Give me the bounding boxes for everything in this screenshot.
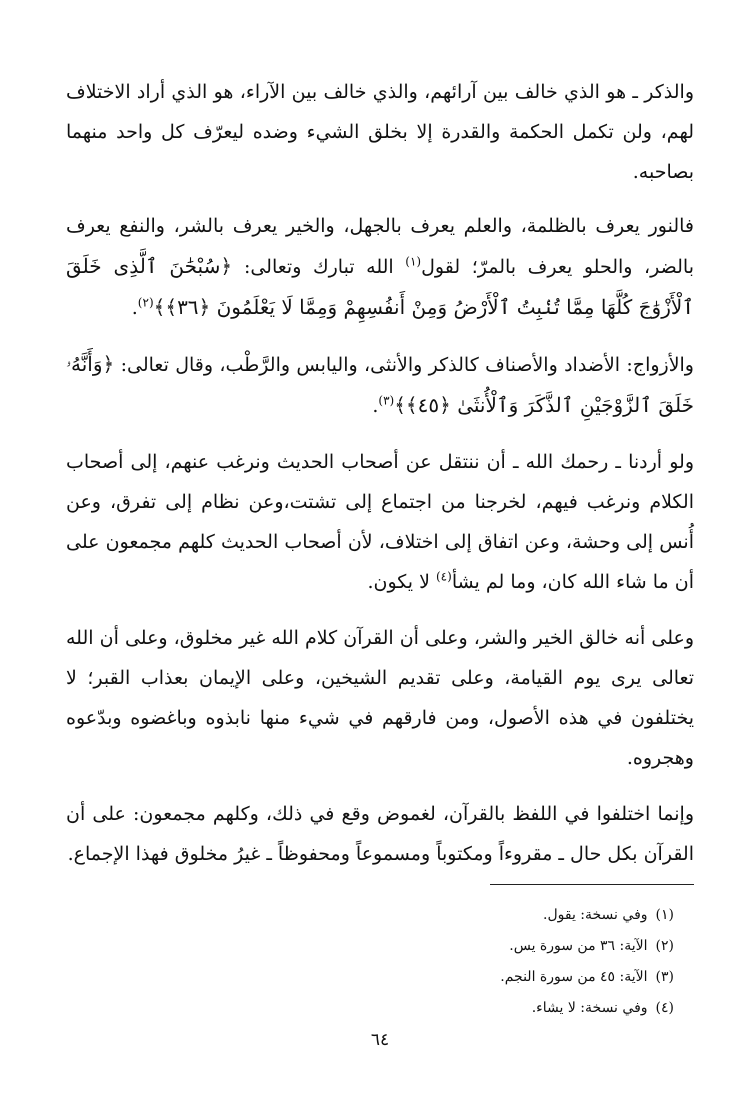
- paragraph-6: [66, 794, 694, 874]
- footnote-number: (٤): [655, 1000, 674, 1016]
- paragraph-1-text: والذكر ـ هو الذي خالف بين آرائهم، والذي خالف بين الآراء، هو الذي أراد الاختلاف لهم، ولن تكمل الحكمة والقدرة إلا بخلق الشيء وضده ليعرّف كل واحد منهما بصاحبه.: [66, 81, 694, 183]
- footnote-text: وفي نسخة: يقول.: [543, 907, 648, 923]
- paragraph-3-text-b: .: [372, 395, 379, 417]
- paragraph-2-text-b: الله تبارك وتعالى:: [243, 256, 406, 278]
- page-number: ٦٤: [370, 1030, 390, 1050]
- paragraph-6-text: وإنما اختلفوا في اللفظ بالقرآن، لغموض وقع في ذلك، وكلهم مجمعون: على أن القرآن بكل حال ـ مقروءاً ومكتوباً ومسموعاً ومحفوظاً ـ غيرُ مخلوق فهذا الإجماع.: [66, 803, 694, 865]
- paragraph-3: [66, 344, 694, 426]
- footnote-text: الآية: ٣٦ من سورة يس.: [509, 938, 648, 954]
- footnote-text: الآية: ٤٥ من سورة النجم.: [500, 969, 648, 985]
- paragraph-3-text-a: والأزواج: الأضداد والأصناف كالذكر والأنثى، واليابس والرَّطْب، وقال تعالى:: [114, 354, 694, 376]
- quran-verse-yasin-36: ﴿سُبْحَٰنَ ٱلَّذِى خَلَقَ ٱلْأَزْوَٰجَ كُلَّهَا مِمَّا تُنۢبِتُ ٱلْأَرْضُ وَمِنْ أَنفُسِهِمْ وَمِمَّا لَا يَعْلَمُونَ ﴿٣٦﴾﴾: [66, 254, 694, 319]
- footnote-marker-3[interactable]: (٣): [378, 393, 395, 408]
- footnote-item-4: [114, 993, 674, 1024]
- footnote-number: (٣): [655, 969, 674, 985]
- footnote-number: (٢): [655, 938, 674, 954]
- paragraph-2: [66, 206, 694, 328]
- quran-verse-najm-45: ﴿وَأَنَّهُۥ خَلَقَ ٱلزَّوْجَيْنِ ٱلذَّكَرَ وَٱلْأُنثَىٰ ﴿٤٥﴾﴾: [66, 352, 694, 417]
- paragraph-1: [66, 72, 694, 192]
- paragraph-4-text-a: ولو أردنا ـ رحمك الله ـ أن ننتقل عن أصحاب الحديث ونرغب عنهم، إلى أصحاب الكلام ونرغب فيهم، لخرجنا من اجتماع إلى تشتت،وعن نظام إلى تفرق، وعن أُنس إلى وحشة، وعن اتفاق إلى اختلاف، لأن أصحاب الحديث كلهم مجمعون على أن ما شاء الله كان، وما لم يشأ: [66, 451, 694, 593]
- paragraph-4-text-b: لا يكون.: [367, 571, 436, 593]
- paragraph-5-text: وعلى أنه خالق الخير والشر، وعلى أن القرآن كلام الله غير مخلوق، وعلى أن الله تعالى يرى يوم القيامة، وعلى تقديم الشيخين، وعلى الإيمان بعذاب القبر؛ لا يختلفون في هذه الأصول، ومن فارقهم في شيء منها نابذوه وباغضوه وبدّعوه وهجروه.: [66, 627, 694, 769]
- footnote-item-2: [114, 931, 674, 962]
- footnote-marker-4[interactable]: (٤): [435, 569, 452, 584]
- footnotes-list: [114, 900, 674, 1024]
- page-body: [66, 72, 694, 1050]
- paragraph-5: [66, 618, 694, 778]
- footnote-marker-2[interactable]: (٢): [137, 295, 154, 310]
- paragraph-2-text-c: .: [131, 297, 138, 319]
- footnote-item-1: [114, 900, 674, 931]
- footnote-marker-1[interactable]: (١): [405, 254, 422, 269]
- paragraph-2-text-a: فالنور يعرف بالظلمة، والعلم يعرف بالجهل، والخير يعرف بالشر، والنفع يعرف بالضر، والحلو يعرف بالمرّ؛ لقول: [66, 215, 694, 278]
- footnote-separator: [490, 884, 694, 885]
- paragraph-4: [66, 442, 694, 602]
- footnote-text: وفي نسخة: لا يشاء.: [531, 1000, 648, 1016]
- footnote-number: (١): [655, 907, 674, 923]
- footnote-item-3: [114, 962, 674, 993]
